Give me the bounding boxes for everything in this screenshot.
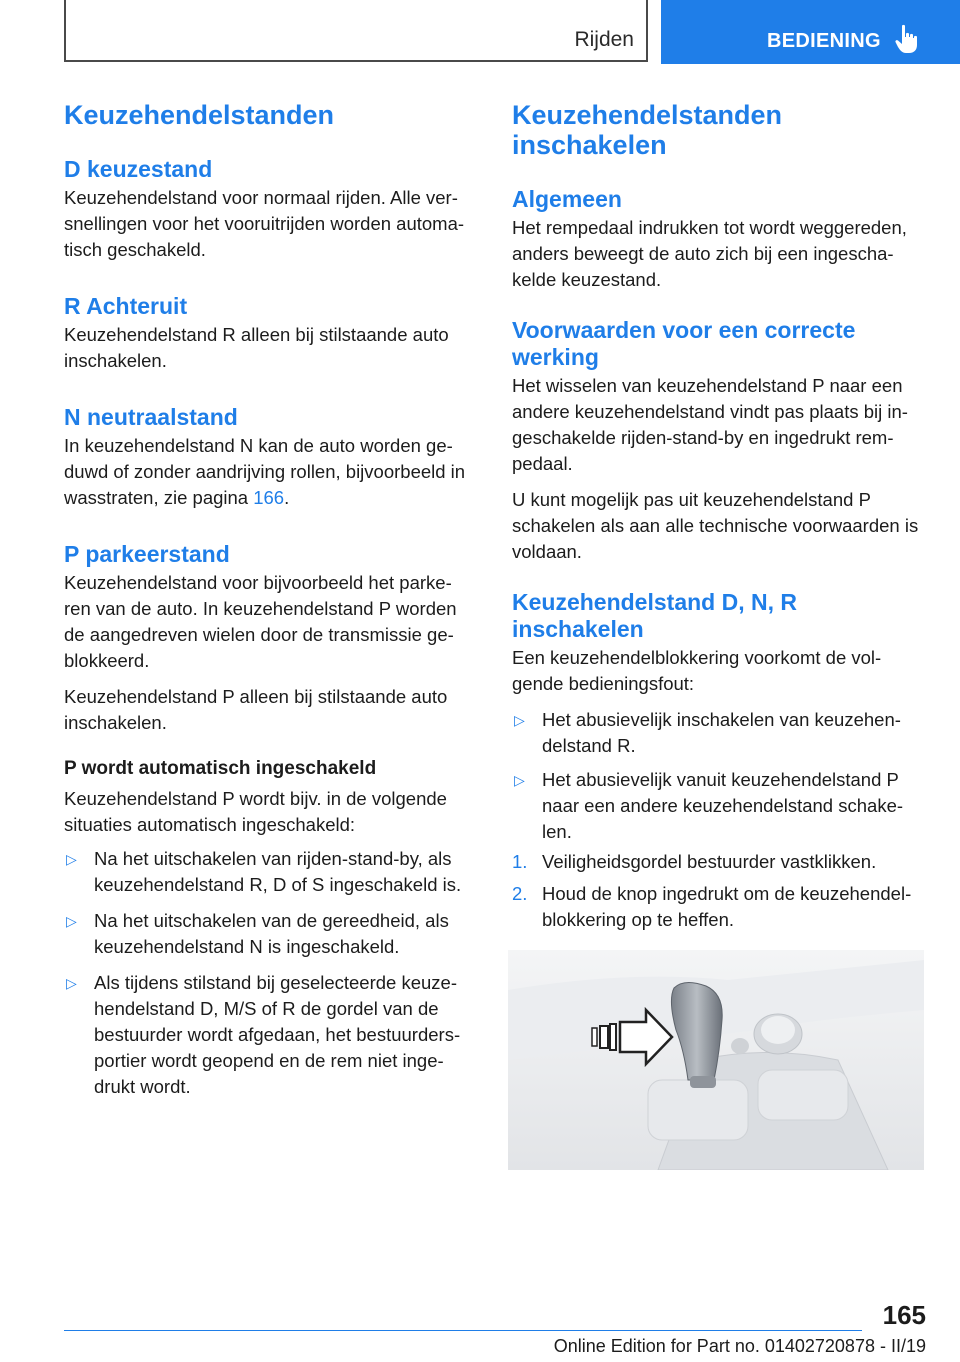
- heading-keuzehendelstanden: Keuzehendelstanden: [64, 100, 335, 130]
- list-item-text: Het abusievelijk vanuit keuzehendelstand P naar een andere keuzehendelstand schake-len.: [542, 769, 904, 842]
- step-item: [512, 849, 928, 875]
- list-item: [64, 908, 478, 960]
- paragraph-p-automatisch: Keuzehendelstand P wordt bijv. in de volgende situaties automatisch ingeschakeld:: [64, 788, 447, 835]
- paragraph-n-end: .: [284, 487, 290, 508]
- paragraph-voorwaarden-2: U kunt mogelijk pas uit keuzehendelstand P schakelen als aan alle technische voorwaarden is voldaan.: [512, 489, 919, 562]
- list-item-text: Na het uitschakelen van de gereedheid, als keuzehendelstand N is ingeschakeld.: [94, 910, 449, 957]
- triangle-bullet-icon: ▷: [66, 975, 77, 991]
- gear-selector-illustration: [508, 950, 924, 1170]
- footer-edition: Online Edition for Part no. 01402720878 - II/19: [553, 1336, 926, 1356]
- heading-voorwaarden: Voorwaarden voor een correcte werking: [512, 317, 856, 370]
- list-item: [512, 767, 928, 845]
- paragraph-n: [64, 433, 478, 511]
- paragraph-p-2: Keuzehendelstand P alleen bij stilstaande auto inschakelen.: [64, 686, 448, 733]
- heading-n-neutraalstand: N neutraalstand: [64, 404, 238, 430]
- paragraph-n-text: In keuzehendelstand N kan de auto worden ge-duwd of zonder aandrijving rollen, bijvoorbeeld in wasstraten, zie pagina: [64, 435, 466, 508]
- triangle-bullet-icon: ▷: [66, 913, 77, 929]
- paragraph-r: Keuzehendelstand R alleen bij stilstaande auto inschakelen.: [64, 324, 449, 371]
- triangle-bullet-icon: ▷: [514, 772, 525, 788]
- paragraph-p-1: Keuzehendelstand voor bijvoorbeeld het parke-ren van de auto. In keuzehendelstand P worden de aangedreven wielen door de transmissie ge-blokkeerd.: [64, 572, 457, 671]
- heading-d-keuzestand: D keuzestand: [64, 156, 213, 182]
- right-column: [512, 100, 928, 933]
- triangle-bullet-icon: ▷: [66, 851, 77, 867]
- heading-keuzehendelstanden-inschakelen: Keuzehendelstanden inschakelen: [512, 100, 783, 160]
- paragraph-voorwaarden-1: Het wisselen van keuzehendelstand P naar een andere keuzehendelstand vindt pas plaats bij in-geschakelde rijden-stand-by en ingedrukt rem-pedaal.: [512, 375, 908, 474]
- page-link-166[interactable]: 166: [253, 487, 285, 508]
- step-number: 1.: [512, 851, 528, 872]
- chapter-title: BEDIENING: [767, 30, 881, 52]
- left-column: [64, 100, 478, 1100]
- gear-selector-drawing: [508, 950, 924, 1170]
- paragraph-algemeen: Het rempedaal indrukken tot wordt weggereden, anders beweegt de auto zich bij een ingescha-kelde keuzestand.: [512, 217, 907, 290]
- list-item: [64, 846, 478, 898]
- section-title: Rijden: [574, 28, 634, 51]
- heading-p-automatisch: P wordt automatisch ingeschakeld: [64, 758, 377, 779]
- footer-divider: [64, 1330, 862, 1331]
- bullet-list-bedieningsfout: [512, 707, 928, 845]
- chapter-tab[interactable]: [661, 0, 960, 64]
- list-item-text: Na het uitschakelen van rijden-stand-by, als keuzehendelstand R, D of S ingeschakeld is.: [94, 848, 462, 895]
- list-item: [512, 707, 928, 759]
- step-item: [512, 881, 928, 933]
- step-number: 2.: [512, 883, 528, 904]
- paragraph-dnr: Een keuzehendelblokkering voorkomt de vol-gende bedieningsfout:: [512, 647, 882, 694]
- paragraph-d: Keuzehendelstand voor normaal rijden. Alle ver-snellingen voor het vooruitrijden worden automa-tisch geschakeld.: [64, 187, 465, 260]
- list-item-text: Het abusievelijk inschakelen van keuzehen-delstand R.: [542, 709, 901, 756]
- step-list: [512, 849, 928, 933]
- bullet-list-automatisch: [64, 846, 478, 1100]
- list-item: [64, 970, 478, 1100]
- list-item-text: Als tijdens stilstand bij geselecteerde keuze-hendelstand D, M/S of R de gordel van de bestuurder wordt afgedaan, het bestuurders-portier wordt geopend en de rem niet inge-drukt wordt.: [94, 972, 461, 1097]
- triangle-bullet-icon: ▷: [514, 712, 525, 728]
- heading-p-parkeerstand: P parkeerstand: [64, 541, 230, 567]
- heading-algemeen: Algemeen: [512, 186, 622, 212]
- pointing-hand-icon: [895, 24, 921, 54]
- step-text: Houd de knop ingedrukt om de keuzehendel-blokkering op te heffen.: [542, 883, 912, 930]
- header-section-box: [64, 0, 648, 62]
- page-number: 165: [882, 1300, 926, 1330]
- heading-r-achteruit: R Achteruit: [64, 293, 188, 319]
- step-text: Veiligheidsgordel bestuurder vastklikken.: [542, 851, 877, 872]
- heading-dnr-inschakelen: Keuzehendelstand D, N, R inschakelen: [512, 589, 797, 642]
